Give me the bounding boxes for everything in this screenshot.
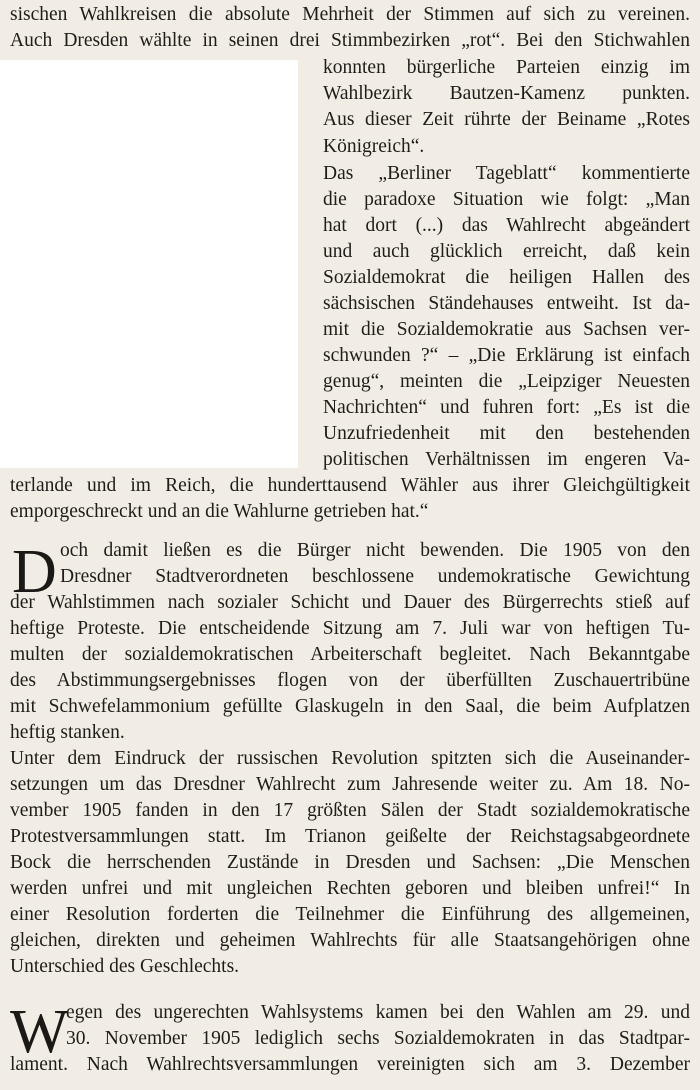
text-line: Auch Dresden wählte in seinen drei Stimmbezirken „rot“. Bei den Stichwahlen (10, 30, 690, 51)
text-line: lament. Nach Wahlrechtsversammlungen vereinigten sich am 3. Dezember (10, 1054, 690, 1075)
text-line: terlande und im Reich, die hunderttausend Wähler aus ihrer Gleichgültigkeit (10, 475, 690, 496)
text-line: Protestversammlungen statt. Im Trianon geißelte der Reichstagsabgeordnete (10, 826, 690, 847)
text-line: Wahlbezirk Bautzen-Kamenz punkten. (323, 83, 690, 104)
text-line: mit Schwefelammonium gefüllte Glaskugeln in den Saal, die beim Aufplatzen (10, 696, 690, 717)
text-line: multen der sozialdemokratischen Arbeiterschaft begleitet. Nach Bekanntgabe (10, 644, 690, 665)
text-line: Sozialdemokrat die heiligen Hallen des (323, 267, 690, 288)
text-line: konnten bürgerliche Parteien einzig im (323, 57, 690, 78)
drop-cap-letter: W (10, 998, 69, 1066)
text-line: sischen Wahlkreisen die absolute Mehrheit der Stimmen auf sich zu vereinen. (10, 4, 690, 25)
text-line: Unter dem Eindruck der russischen Revolution spitzten sich die Auseinander- (10, 748, 690, 769)
text-line: mit die Sozialdemokratie aus Sachsen ver- (323, 319, 690, 340)
text-line: schwunden ?“ – „Die Erklärung ist einfach (323, 345, 690, 366)
text-line: Nachrichten“ und fuhren fort: „Es ist die (323, 397, 690, 418)
text-line: egen des ungerechten Wahlsystems kamen bei den Wahlen am 29. und (66, 1002, 690, 1023)
text-line: und auch glücklich erreicht, daß kein (323, 241, 690, 262)
text-line: Unzufriedenheit mit den bestehenden (323, 423, 690, 444)
text-line: vember 1905 fanden in den 17 größten Sälen der Stadt sozialdemokratische (10, 800, 690, 821)
text-line: Königreich“. (323, 136, 425, 157)
text-line: genug“, meinten die „Leipziger Neuesten (323, 371, 690, 392)
text-line: Aus dieser Zeit rührte der Beiname „Rotes (323, 109, 690, 130)
text-line: werden unfrei und mit ungleichen Rechten geboren und bleiben unfrei!“ In (10, 878, 690, 899)
text-line: och damit ließen es die Bürger nicht bewenden. Die 1905 von den (60, 540, 690, 561)
text-line: einer Resolution forderten die Teilnehmer die Einführung des allgemeinen, (10, 904, 690, 925)
drop-cap-letter: D (12, 538, 57, 606)
text-line: setzungen um das Dresdner Wahlrecht zum Jahresende weiter zu. Am 18. No- (10, 774, 690, 795)
text-line: Das „Berliner Tageblatt“ kommentierte (323, 163, 690, 184)
text-line: heftige Proteste. Die entscheidende Sitzung am 7. Juli war von heftigen Tu- (10, 618, 690, 639)
text-line: hat dort (...) das Wahlrecht abgeändert (323, 215, 690, 236)
text-line: gleichen, direkten und geheimen Wahlrechts für alle Staatsangehörigen ohne (10, 930, 690, 951)
text-line: Unterschied des Geschlechts. (10, 956, 240, 977)
text-line: politischen Verhältnissen im engeren Va- (323, 449, 690, 470)
text-line: heftig stanken. (10, 722, 125, 743)
text-line: sächsischen Ständehauses entweiht. Ist da- (323, 293, 690, 314)
text-line: Dresdner Stadtverordneten beschlossene undemokratische Gewichtung (60, 566, 690, 587)
text-line: 30. November 1905 lediglich sechs Sozialdemokraten in das Stadtpar- (66, 1028, 690, 1049)
text-line: Bock die herrschenden Zustände in Dresden und Sachsen: „Die Menschen (10, 852, 690, 873)
text-line: die paradoxe Situation wie folgt: „Man (323, 189, 690, 210)
text-line: des Abstimmungsergebnisses flogen von der überfüllten Zuschauertribüne (10, 670, 690, 691)
image-placeholder (0, 60, 298, 468)
text-line: der Wahlstimmen nach sozialer Schicht und Dauer des Bürgerrechts stieß auf (10, 592, 690, 613)
text-line: emporgeschreckt und an die Wahlurne getrieben hat.“ (10, 501, 429, 522)
